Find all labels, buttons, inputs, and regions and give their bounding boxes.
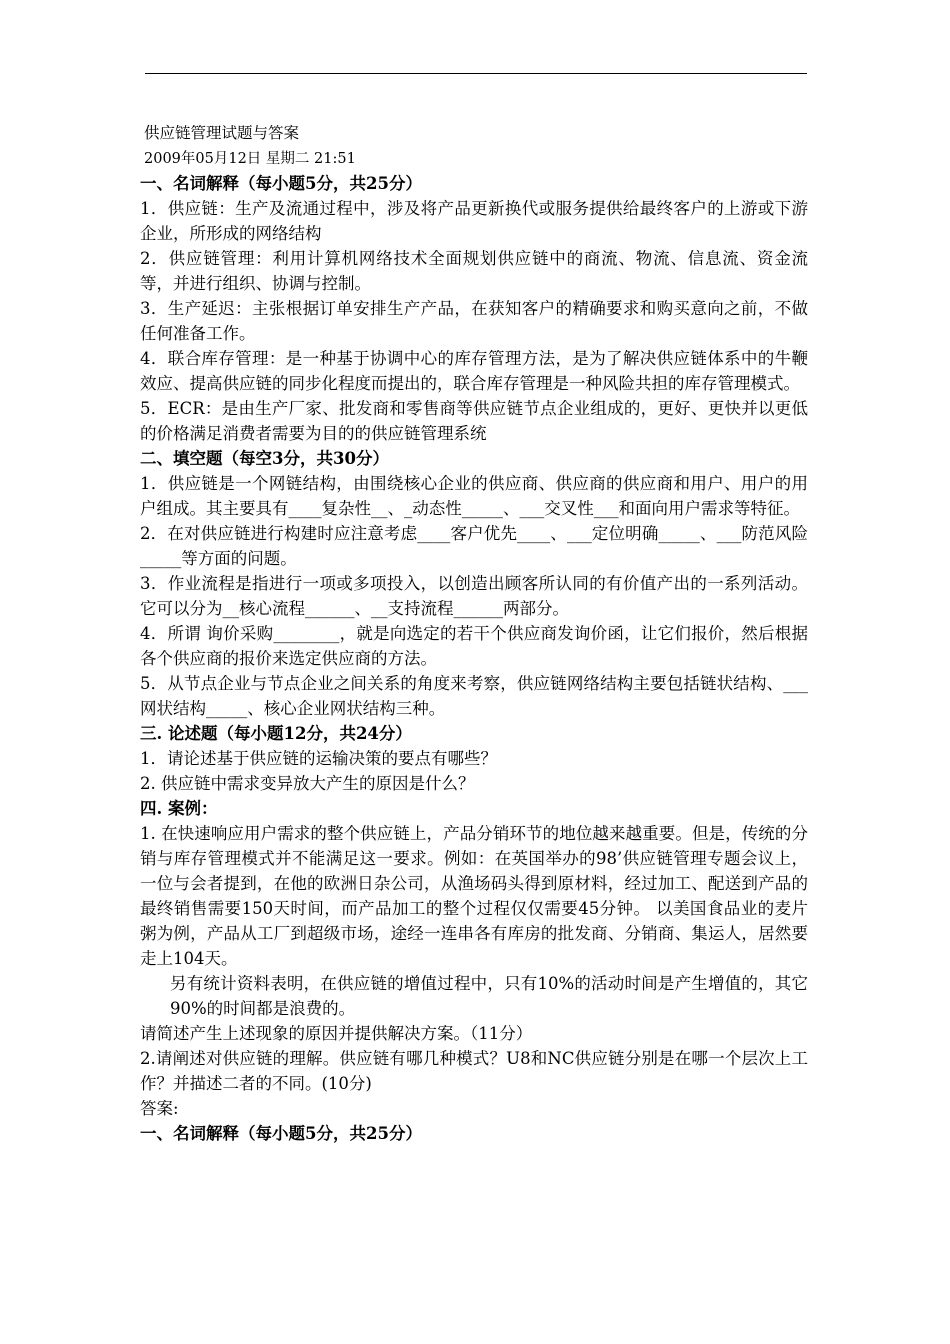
paragraph: 1．供应链：生产及流通过程中，涉及将产品更新换代或服务提供给最终客户的上游或下游企业，所形成的网络结构 bbox=[140, 199, 808, 243]
section-heading: 一、名词解释（每小题5分，共25分） bbox=[140, 174, 422, 193]
section-heading: 二、填空题（每空3分，共30分） bbox=[140, 449, 389, 468]
paragraph: 5．从节点企业与节点企业之间关系的角度来考察，供应链网络结构主要包括链状结构、___网状结构_____、核心企业网状结构三种。 bbox=[140, 674, 808, 718]
doc-title: 供应链管理试题与答案 bbox=[144, 124, 300, 142]
paragraph: 请简述产生上述现象的原因并提供解决方案。（11分） bbox=[140, 1024, 533, 1043]
paragraph: 1．请论述基于供应链的运输决策的要点有哪些？ bbox=[140, 749, 497, 768]
answer-label: 答案: bbox=[140, 1099, 179, 1118]
paragraph: 4．联合库存管理：是一种基于协调中心的库存管理方法，是为了解决供应链体系中的牛鞭效应、提高供应链的同步化程度而提出的，联合库存管理是一种风险共担的库存管理模式。 bbox=[140, 349, 808, 393]
paragraph: 1. 在快速响应用户需求的整个供应链上，产品分销环节的地位越来越重要。但是，传统的分销与库存管理模式并不能满足这一要求。例如：在英国举办的98’供应链管理专题会议上，一位与会者提到，在他的欧洲日杂公司，从渔场码头得到原材料，经过加工、配送到产品的最终销售需要150天时间，而产品加工的整个过程仅仅需要45分钟。 以美国食品业的麦片粥为例，产品从工厂到超级市场，途经一连串各有库房的批发商、分销商、集运人，居然要走上104天。 bbox=[140, 824, 808, 968]
paragraph: 2．在对供应链进行构建时应注意考虑____客户优先____、___定位明确_____、___防范风险_____等方面的问题。 bbox=[140, 524, 808, 568]
paragraph: 3．作业流程是指进行一项或多项投入，以创造出顾客所认同的有价值产出的一系列活动。它可以分为__核心流程______、__支持流程______两部分。 bbox=[140, 574, 808, 618]
section-heading: 一、名词解释（每小题5分，共25分） bbox=[140, 1124, 422, 1143]
paragraph: 2. 供应链中需求变异放大产生的原因是什么？ bbox=[140, 774, 475, 793]
paragraph: 1．供应链是一个网链结构，由围绕核心企业的供应商、供应商的供应商和用户、用户的用户组成。其主要具有____复杂性__、_动态性_____、___交叉性___和面向用户需求等特征。 bbox=[140, 474, 808, 518]
paragraph: 2.请阐述对供应链的理解。供应链有哪几种模式？U8和NC供应链分别是在哪一个层次上工作？并描述二者的不同。(10分) bbox=[140, 1049, 808, 1093]
doc-date: 2009年05月12日 星期二 21:51 bbox=[144, 151, 356, 167]
paragraph: 5．ECR：是由生产厂家、批发商和零售商等供应链节点企业组成的，更好、更快并以更低的价格满足消费者需要为目的的供应链管理系统 bbox=[140, 399, 808, 443]
document-body bbox=[140, 120, 808, 1146]
paragraph: 另有统计资料表明，在供应链的增值过程中，只有10%的活动时间是产生增值的，其它90%的时间都是浪费的。 bbox=[170, 974, 808, 1018]
paragraph: 3．生产延迟：主张根据订单安排生产产品，在获知客户的精确要求和购买意向之前，不做任何准备工作。 bbox=[140, 299, 808, 343]
section-heading: 三. 论述题（每小题12分，共24分） bbox=[140, 724, 412, 743]
section-heading: 四. 案例： bbox=[140, 799, 218, 818]
header-rule bbox=[145, 73, 807, 74]
paragraph: 2．供应链管理：利用计算机网络技术全面规划供应链中的商流、物流、信息流、资金流等，并进行组织、协调与控制。 bbox=[140, 249, 808, 293]
paragraph: 4．所谓 询价采购________，就是向选定的若干个供应商发询价函，让它们报价，然后根据各个供应商的报价来选定供应商的方法。 bbox=[140, 624, 808, 668]
